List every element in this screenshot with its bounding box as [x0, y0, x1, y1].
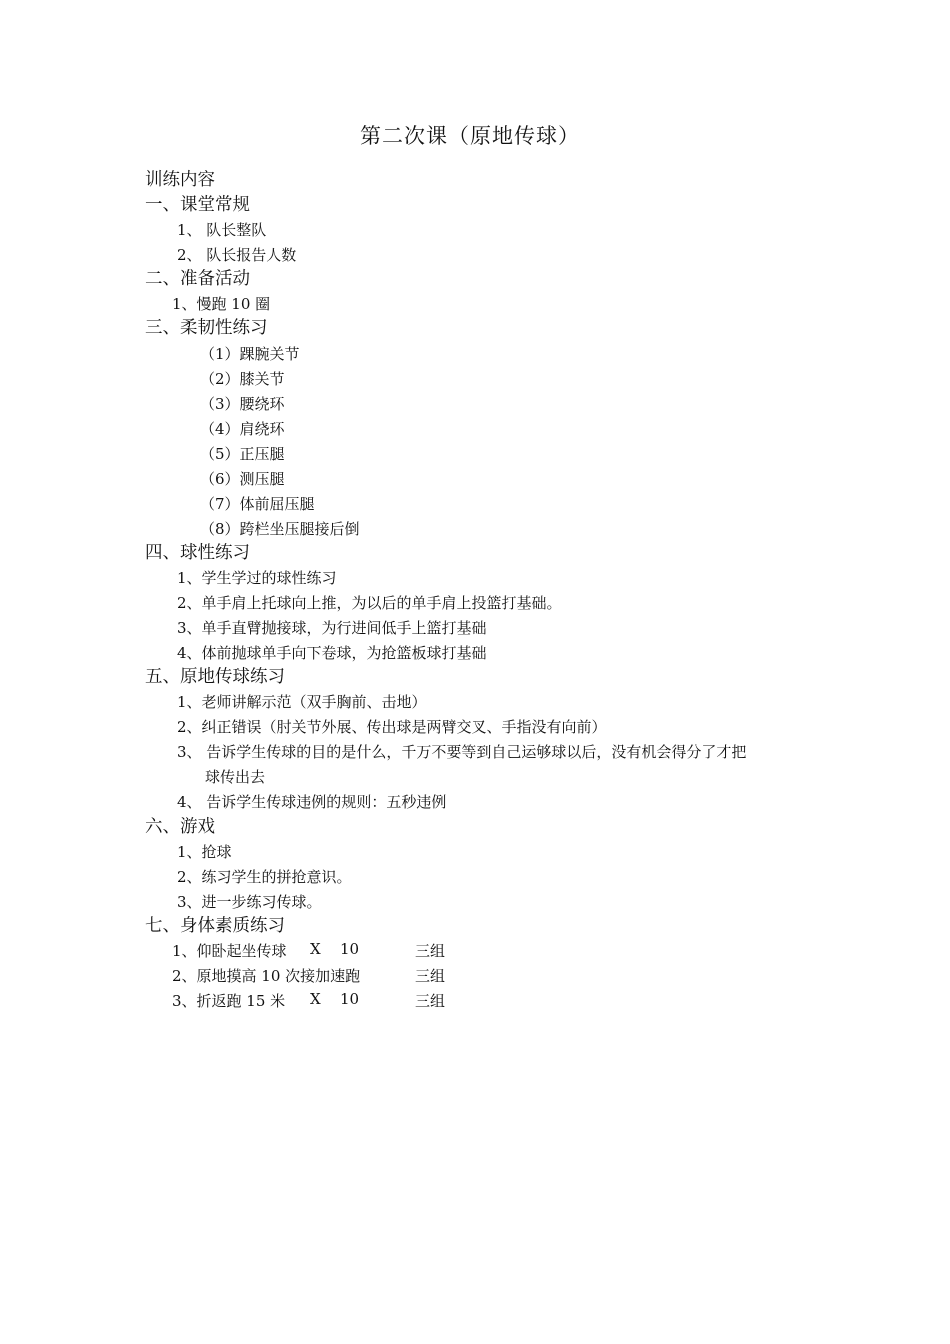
exercise-multiplier: X: [310, 990, 321, 1008]
list-item: 3、进一步练习传球。: [177, 893, 322, 911]
list-item: 2、纠正错误（肘关节外展、传出球是两臂交叉、手指没有向前）: [177, 718, 607, 736]
list-item: （5）正压腿: [200, 445, 285, 463]
content-heading: 训练内容: [145, 170, 215, 190]
list-item: 1、抢球: [177, 843, 232, 861]
exercise-count: 10: [340, 940, 360, 958]
list-item: （6）测压腿: [200, 470, 285, 488]
list-item: （8）跨栏坐压腿接后倒: [200, 520, 360, 538]
list-item: 1、学生学过的球性练习: [177, 569, 337, 587]
exercise-sets: 三组: [415, 967, 446, 985]
list-item: 3、单手直臂抛接球，为行进间低手上篮打基础: [177, 619, 487, 637]
exercise-name: 1、仰卧起坐传球: [172, 942, 287, 960]
exercise-sets: 三组: [415, 942, 446, 960]
list-item: 1、 队长整队: [177, 221, 267, 239]
section-title-fitness: 七、身体素质练习: [145, 916, 285, 936]
list-item: 2、单手肩上托球向上推，为以后的单手肩上投篮打基础。: [177, 594, 562, 612]
exercise-name: 3、折返跑 15 米: [172, 992, 286, 1010]
exercise-multiplier: X: [310, 940, 321, 958]
list-item: （7）体前屈压腿: [200, 495, 315, 513]
list-item: 1、老师讲解示范（双手胸前、击地）: [177, 693, 427, 711]
section-title-game: 六、游戏: [145, 817, 215, 837]
list-item: 4、体前抛球单手向下卷球，为抢篮板球打基础: [177, 644, 487, 662]
list-item: （3）腰绕环: [200, 395, 285, 413]
list-item: 2、 队长报告人数: [177, 246, 297, 264]
list-item: 2、练习学生的拼抢意识。: [177, 868, 352, 886]
list-item: （4）肩绕环: [200, 420, 285, 438]
list-item: 4、 告诉学生传球违例的规则：五秒违例: [177, 793, 447, 811]
list-item: 1、慢跑 10 圈: [172, 295, 271, 313]
list-item-continuation: 球传出去: [205, 768, 266, 786]
section-title-flexibility: 三、柔韧性练习: [145, 318, 268, 338]
list-item: 3、 告诉学生传球的目的是什么，千万不要等到自己运够球以后，没有机会得分了才把: [177, 743, 747, 761]
section-title-routine: 一、课堂常规: [145, 195, 250, 215]
exercise-sets: 三组: [415, 992, 446, 1010]
exercise-name: 2、原地摸高 10 次接加速跑: [172, 967, 361, 985]
list-item: （1）踝腕关节: [200, 345, 300, 363]
document-title: 第二次课（原地传球）: [360, 124, 580, 148]
section-title-passing: 五、原地传球练习: [145, 667, 285, 687]
section-title-ball-feel: 四、球性练习: [145, 543, 250, 563]
exercise-count: 10: [340, 990, 360, 1008]
section-title-warmup: 二、准备活动: [145, 269, 250, 289]
list-item: （2）膝关节: [200, 370, 285, 388]
